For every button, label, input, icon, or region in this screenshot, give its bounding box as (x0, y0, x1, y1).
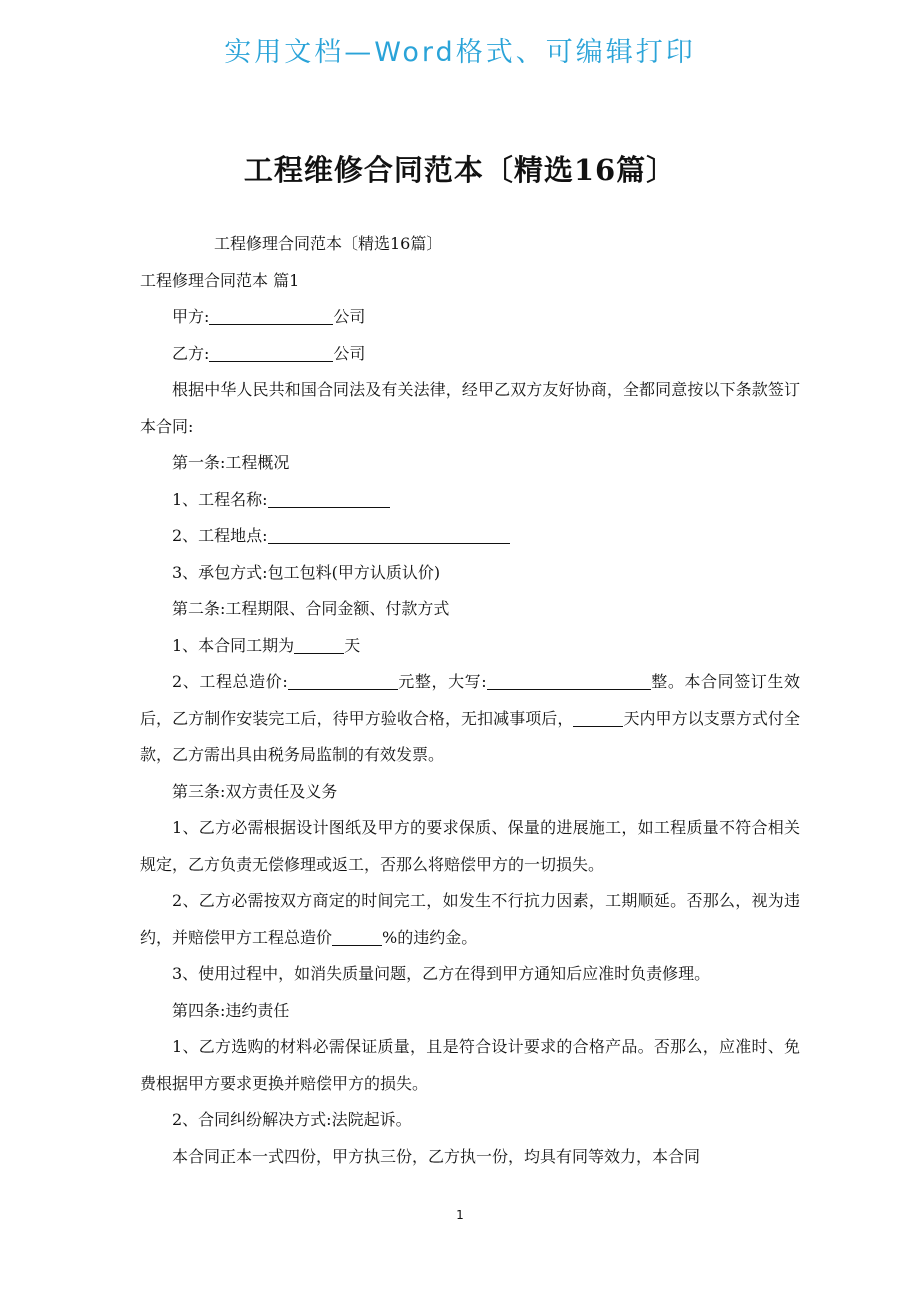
project-name-label: 1、工程名称: (172, 489, 268, 509)
penalty-percent-blank (332, 929, 382, 946)
duty-item-2 (140, 883, 800, 956)
duty-item-1: 1、乙方必需根据设计图纸及甲方的要求保质、保量的进展施工，如工程质量不符合相关规定，乙方负责无偿修理或返工，否那么将赔偿甲方的一切损失。 (140, 818, 800, 874)
price-mid: 元整，大写: (397, 672, 487, 691)
document-banner: 实用文档—Word格式、可编辑打印 (224, 37, 696, 68)
project-name-blank (268, 491, 390, 508)
payment-days-blank (573, 710, 623, 727)
party-a-blank (209, 308, 333, 325)
party-b-blank (209, 345, 333, 362)
article-3-heading: 第三条:双方责任及义务 (172, 781, 338, 801)
project-location-label: 2、工程地点: (172, 526, 268, 545)
section-heading: 工程修理合同范本 篇1 (140, 270, 300, 290)
price-prefix: 2、工程总造价: (172, 672, 288, 691)
article-1-heading: 第一条:工程概况 (172, 453, 290, 472)
duty-item-3: 3、使用过程中，如消失质量问题，乙方在得到甲方通知后应准时负责修理。 (172, 964, 711, 983)
intro-paragraph: 根据中华人民共和国合同法及有关法律，经甲乙双方友好协商，全都同意按以下条款签订本合同: (140, 380, 800, 436)
document-subtitle: 工程修理合同范本〔精选16篇〕 (214, 234, 443, 253)
period-blank (294, 637, 344, 654)
document-body (140, 226, 800, 1175)
liability-item-1: 1、乙方选购的材料必需保证质量，且是符合设计要求的合格产品。否那么，应准时、免费根据甲方要求更换并赔偿甲方的损失。 (140, 1037, 800, 1093)
period-line (140, 628, 800, 665)
article-2-heading: 第二条:工程期限、合同金额、付款方式 (172, 599, 450, 618)
price-rest-b: 天内甲方以支票方式付全款，乙方需出具由税务局监制的有效发票。 (140, 708, 800, 764)
article-4-heading: 第四条:违约责任 (172, 1000, 290, 1020)
price-rest-a: 整。本合同签订生效后，乙方制作安装完工后，待甲方验收合格，无扣减事项后， (140, 672, 800, 728)
period-prefix: 1、本合同工期为 (172, 635, 295, 655)
duty-item-2-suffix: %的违约金。 (382, 927, 478, 947)
project-name-line (140, 482, 800, 519)
document-title: 工程维修合同范本〔精选16篇〕 (243, 153, 677, 187)
party-a-suffix: 公司 (333, 307, 366, 326)
period-suffix: 天 (344, 635, 361, 655)
price-words-blank (487, 673, 651, 690)
contract-method: 3、承包方式:包工包料(甲方认质认价) (172, 562, 441, 582)
liability-item-2: 2、合同纠纷解决方式:法院起诉。 (172, 1110, 412, 1129)
project-location-blank (268, 527, 510, 544)
party-b-line (140, 336, 800, 373)
price-paragraph (140, 664, 800, 774)
duty-item-2-text: 2、乙方必需按双方商定的时间完工，如发生不行抗力因素，工期顺延。否那么，视为违约，并赔偿甲方工程总造价 (140, 891, 800, 947)
party-b-label: 乙方: (172, 343, 210, 363)
party-a-line (140, 299, 800, 336)
party-b-suffix: 公司 (333, 343, 366, 363)
page-number: 1 (456, 1208, 464, 1222)
project-location-line (140, 518, 800, 555)
price-amount-blank (288, 673, 398, 690)
party-a-label: 甲方: (172, 307, 210, 326)
closing-paragraph: 本合同正本一式四份，甲方执三份，乙方执一份，均具有同等效力，本合同 (172, 1146, 701, 1166)
